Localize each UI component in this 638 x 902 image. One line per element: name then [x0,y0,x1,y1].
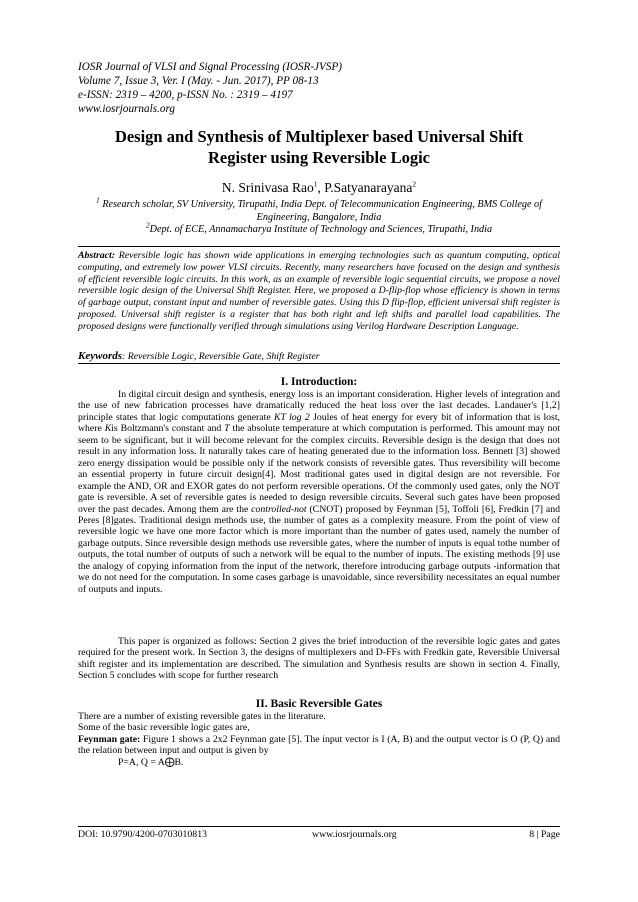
section-2-heading: II. Basic Reversible Gates [255,698,383,710]
author-separator: , [317,180,325,195]
feynman-gate-label: Feynman gate: [78,733,141,745]
affiliation-1-mark: 1 [96,195,100,205]
keywords [78,350,560,363]
formula-kt-log2: KT log 2 [274,411,310,423]
affiliation-1 [78,195,560,224]
feynman-equation: P=A, Q = A⨁B. [118,756,184,768]
intro-text-e: (CNOT) proposed by Feynman [5], Toffoli [6], Fredkin [7] and Peres [8]gates. Traditional design methods use, the number of gates as a complexity measure. From the point of view of reversible logic we have one more factor which is more important than the number of gates used, namely the number of garbage outputs. Since reversible design methods use reversible gates, where the number of inputs is equal tothe number of outputs, the total number of outputs of such a network will be equal to the number of inputs. The existing methods [9] use the analogy of copying information from the input of the network, therefore introducing garbage outputs -information that we do not need for the computation. In some cases garbage is unavoidable, since reversibility necessitates an equal number of outputs and inputs. [78,503,560,595]
author-list [78,180,560,196]
journal-name: IOSR Journal of VLSI and Signal Processing (IOSR-JVSP) [78,61,342,73]
section-2-body [78,711,560,768]
keywords-label: Keywords [78,350,122,362]
intro-text-c: is Boltzmann's constant and [111,423,225,435]
intro-text-a: In digital circuit design and synthesis, energy loss is an important consideration. Higher levels of integration and the use of new fabrication processes have dramatically reduced the heat loss over the last decades. Landauer's [1,2] principle states that logic computations generate [78,389,560,423]
abstract-top-rule [78,246,560,247]
title-line-1: Design and Synthesis of Multiplexer based Universal Shift [114,127,524,146]
footer-website[interactable]: www.iosrjournals.org [312,829,397,840]
affiliation-2-mark: 2 [145,220,150,230]
section-1-paragraph-2 [78,636,560,682]
organization-paragraph: This paper is organized as follows: Section 2 gives the brief introduction of the reversible logic gates and gates required for the present work. In Section 3, the designs of multiplexers and D-FFs with Fredkin gate, Reversible Universal shift register and its implementation are described. The simulation and Synthesis results are shown in section 4. Finally, Section 5 concludes with scope for further research [78,636,560,682]
affiliation-2 [78,220,560,237]
section-2-line-2: Some of the basic reversible logic gates are, [78,722,250,734]
abstract-bottom-rule [78,363,560,364]
footer-rule [78,826,560,827]
intro-text-d: the absolute temperature at which computation is performed. This amount may not seem to be significant, but it will become relevant for the complex circuits. Reversible design is the design that does not result in any information loss. It naturally takes care of heating generated due to the information loss. Bennett [3] showed zero energy dissipation would be possible only if the network consists of reversible gates. Thus reversibility will become an essential property in future circuit design[4]. Most traditional gates used in digital design are not reversible. For example the AND, OR and EXOR gates do not perform reversible operations. Of the commonly used gates, only the NOT gate is reversible. A set of reversible gates is needed to design reversible circuits. Several such gates have been proposed over the past decades. Among them are the [78,423,560,515]
abstract-label: Abstract: [78,250,116,261]
title-line-2: Register using Reversible Logic [208,148,430,167]
intro-text-b: Joules of heat energy for every bit of information that is lost, where [78,411,560,435]
author-2: P.Satyanarayana [324,180,413,195]
journal-website[interactable]: www.iosrjournals.org [78,103,175,115]
footer-page-number: 8 | Page [529,829,560,840]
abstract-text: Reversible logic has shown wide applications in emerging technologies such as quantum computing, optical computing, and extremely low power VLSI circuits. Recently, many researchers have focused on the design and synthesis of efficient reversible logic circuits. In this work, as an example of reversible logic sequential circuits, we propose a novel reversible logic design of the Universal Shift Register. Here, we proposed a D-flip-flop whose efficiency is shown in terms of garbage output, constant input and number of reversible gates. Using this D flip-flop, efficient universal shift register is proposed. Universal shift register is a register that has both right and left shifts and parallel load capabilities. The proposed designs were functionally verified through simulations using Verilog Hardware Description Language. [78,250,560,332]
term-controlled-not: controlled-not [251,503,307,515]
symbol-t: T [224,423,230,435]
affiliation-2-text: Dept. of ECE, Annamacharya Institute of Technology and Sciences, Tirupathi, India [149,224,493,235]
journal-header [78,60,558,116]
affiliation-1-text: Research scholar, SV University, Tirupathi, India Dept. of Telecommunication Engineering, BMS College of Engineering, Bangalore, India [99,199,542,223]
journal-volume: Volume 7, Issue 3, Ver. I (May. - Jun. 2017), PP 08-13 [78,75,319,87]
feynman-gate-text: Figure 1 shows a 2x2 Feynman gate [5]. The input vector is I (A, B) and the output vector is O (P, Q) and the relation between input and output is given by [78,733,560,757]
author-1: N. Srinivasa Rao [221,180,314,195]
journal-issn: e-ISSN: 2319 – 4200, p-ISSN No. : 2319 – 4197 [78,89,293,101]
symbol-k: K [104,423,112,435]
section-1-heading: I. Introduction: [280,376,358,388]
section-1-paragraph-1 [78,389,560,595]
author-1-affiliation-mark: 1 [313,179,318,189]
section-2-line-1: There are a number of existing reversible gates in the literature. [78,711,326,722]
footer-doi: DOI: 10.9790/4200-0703010813 [78,829,207,840]
paper-title [78,126,560,168]
keywords-text: : Reversible Logic, Reversible Gate, Shift Register [122,351,320,362]
abstract [78,250,560,332]
author-2-affiliation-mark: 2 [412,179,417,189]
